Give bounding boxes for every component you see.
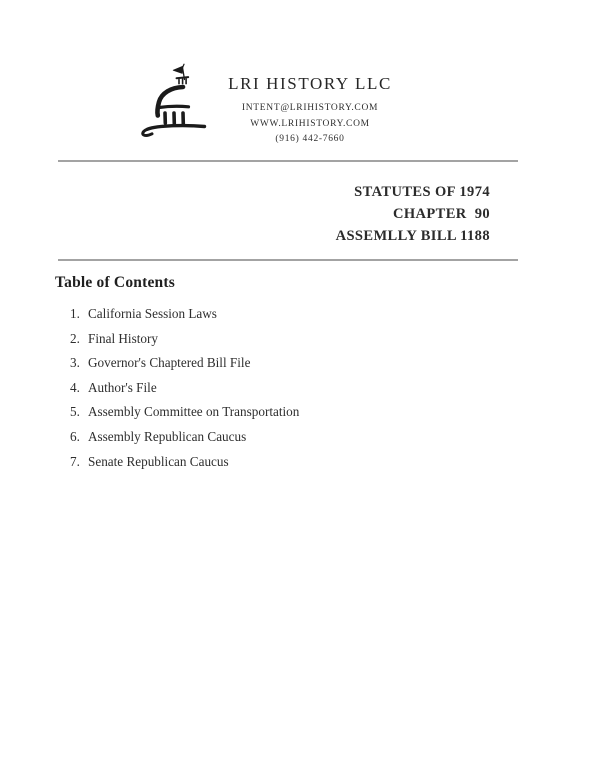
horizontal-divider-bottom [58, 259, 518, 261]
company-email: INTENT@LRIHISTORY.COM [241, 103, 379, 113]
toc-item-label: Senate Republican Caucus [88, 453, 229, 469]
toc-item-number: 1. [70, 306, 80, 321]
toc-item [55, 327, 299, 352]
toc-item-label: Author's File [88, 379, 157, 395]
company-phone: (916) 442-7660 [275, 134, 345, 144]
toc-item-label: California Session Laws [88, 306, 217, 321]
toc-item-label: Assembly Committee on Transportation [88, 404, 300, 420]
toc-item-number: 2. [70, 330, 80, 346]
toc-item [55, 425, 299, 450]
toc-item-number: 3. [70, 355, 80, 371]
toc-item-label: Governor's Chaptered Bill File [88, 355, 251, 371]
toc-heading: Table of Contents [55, 274, 175, 291]
toc-item [55, 400, 299, 425]
toc-item-number: 6. [70, 428, 80, 444]
toc-item [55, 302, 299, 327]
company-name: LRI HISTORY LLC [228, 74, 392, 93]
toc-item [55, 376, 299, 401]
company-website: WWW.LRIHISTORY.COM [250, 118, 370, 129]
toc-item-number: 4. [70, 379, 80, 395]
toc-item-number: 5. [70, 404, 80, 420]
horizontal-divider-top [58, 160, 518, 162]
toc-item-label: Final History [88, 330, 158, 346]
chapter-line: CHAPTER 90 [392, 206, 490, 222]
statutes-line: STATUTES OF 1974 [354, 184, 490, 200]
toc-item-label: Assembly Republican Caucus [88, 428, 247, 444]
toc-item [55, 351, 299, 376]
toc-item [55, 450, 299, 475]
toc-list [55, 302, 299, 474]
toc-item-number: 7. [70, 453, 80, 469]
case-reference-block [336, 181, 490, 247]
capitol-dome-logo-icon [138, 62, 210, 146]
letterhead [210, 74, 410, 148]
bill-line: ASSEMLLY BILL 1188 [335, 228, 490, 244]
